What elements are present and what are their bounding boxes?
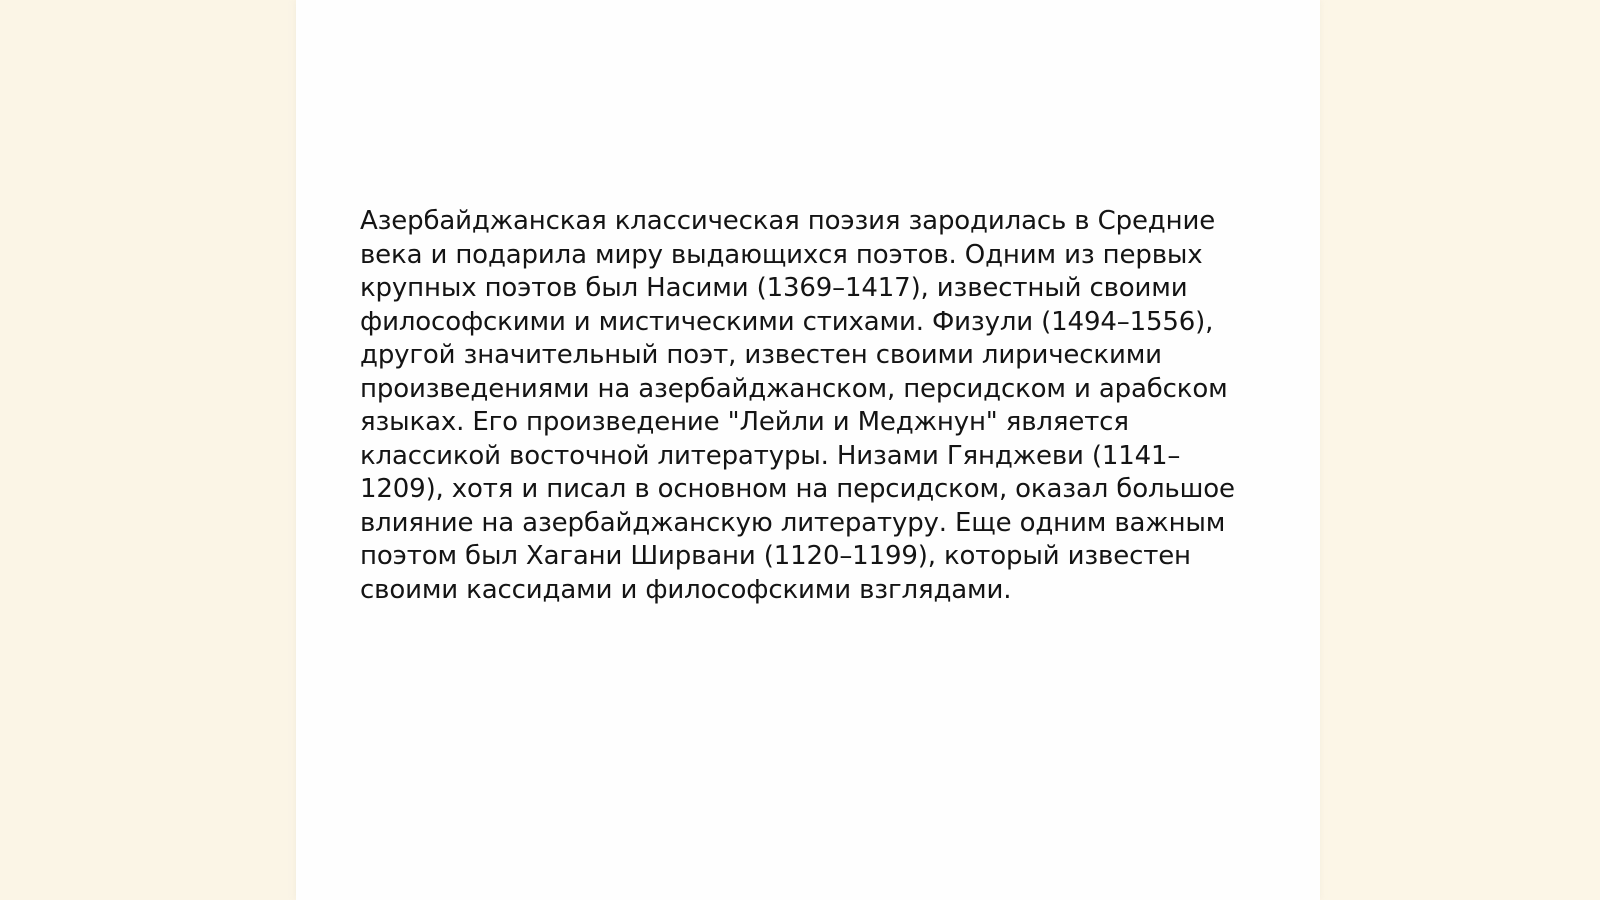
- right-background-margin: [1320, 0, 1600, 900]
- slide-body-text: Азербайджанская классическая поэзия зародилась в Средние века и подарила миру выдающихся поэтов. Одним из первых крупных поэтов был Насими (1369–1417), известный своими философскими и мистическими стихами. Физули (1494–1556), другой значительный поэт, известен своими лирическими произведениями на азербайджанском, персидском и арабском языках. Его произведение "Лейли и Меджнун" является классикой восточной литературы. Низами Гянджеви (1141– 1209), хотя и писал в основном на персидском, оказал большое влияние на азербайджанскую литературу. Еще одним важным поэтом был Хагани Ширвани (1120–1199), который известен своими кассидами и философскими взглядами.: [360, 206, 1235, 605]
- left-background-margin: [0, 0, 296, 900]
- slide-page: [296, 0, 1320, 900]
